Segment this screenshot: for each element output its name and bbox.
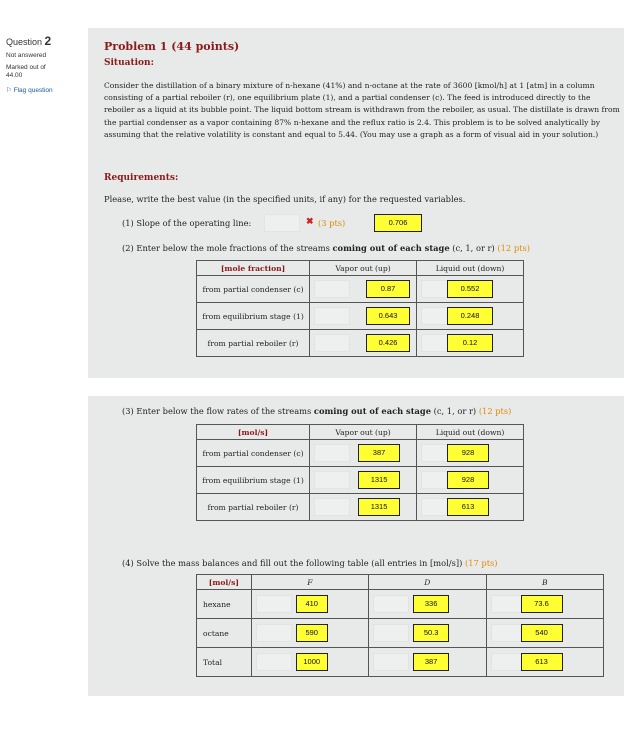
q2-liquid-cell bbox=[417, 276, 524, 303]
q2-label bbox=[122, 243, 530, 253]
answer-value: 0.12 bbox=[447, 334, 493, 352]
row-label: hexane bbox=[197, 590, 252, 619]
answer-value: 613 bbox=[447, 498, 489, 516]
q4-d-cell bbox=[369, 590, 486, 619]
q2-liquid-cell bbox=[417, 303, 524, 330]
q3-header-unit: [mol/s] bbox=[197, 425, 310, 440]
situation-heading: Situation: bbox=[104, 58, 154, 68]
row-label: from partial condenser (c) bbox=[197, 276, 310, 303]
table-row bbox=[197, 467, 524, 494]
question-number-value: 2 bbox=[44, 34, 52, 48]
q2-header-liquid: Liquid out (down) bbox=[417, 261, 524, 276]
situation-text: Consider the distillation of a binary mixture of n-hexane (41%) and n-octane at the rate of 3600 [kmol/h] at 1 [atm] in a column consisting of a partial reboiler (r), one equilibrium plate (1), and a partial condenser (c). The feed is introduced directly to the reboiler as a liquid at its bubble point. The liquid bottom stream is withdrawn from the reboiler, as usual. The distillate is drawn from the partial condenser as a vapor containing 87% n-hexane and the reflux ratio is 2.4. This problem is to be solved analytically by assuming that the relative volatility is constant and equal to 5.44. (You may use a graph as a form of visual aid in your solution.) bbox=[104, 81, 620, 139]
answer-input[interactable] bbox=[314, 444, 350, 462]
question-number bbox=[6, 34, 90, 48]
answer-value: 928 bbox=[447, 444, 489, 462]
answer-input[interactable] bbox=[256, 595, 292, 613]
q3-vapor-cell bbox=[310, 494, 417, 521]
q4-header-d: D bbox=[369, 575, 486, 590]
answer-value: 1315 bbox=[358, 498, 400, 516]
marked-value: 44.00 bbox=[6, 72, 23, 79]
q4-table bbox=[196, 574, 604, 677]
flag-question-link[interactable] bbox=[6, 86, 90, 94]
answer-value: 1315 bbox=[358, 471, 400, 489]
q4-f-cell bbox=[251, 648, 368, 677]
row-label: from equilibrium stage (1) bbox=[197, 303, 310, 330]
table-row bbox=[197, 619, 604, 648]
marked-label: Marked out of bbox=[6, 64, 46, 71]
q2-points: (12 pts) bbox=[497, 243, 530, 253]
q2-vapor-cell bbox=[310, 303, 417, 330]
q4-d-cell bbox=[369, 648, 486, 677]
flag-icon: ⚐ bbox=[6, 87, 12, 94]
q3-label-post: (c, 1, or r) bbox=[431, 406, 477, 416]
answer-value: 0.552 bbox=[447, 280, 493, 298]
answer-value: 0.248 bbox=[447, 307, 493, 325]
answer-input[interactable] bbox=[314, 471, 350, 489]
q4-b-cell bbox=[486, 648, 603, 677]
flag-question-label: Flag question bbox=[13, 87, 53, 94]
row-label: octane bbox=[197, 619, 252, 648]
answer-value: 540 bbox=[521, 624, 563, 642]
table-row bbox=[197, 590, 604, 619]
q4-points: (17 pts) bbox=[464, 558, 498, 568]
row-label: Total bbox=[197, 648, 252, 677]
instruction-text: Please, write the best value (in the specified units, if any) for the requested variables. bbox=[104, 194, 466, 204]
answer-input[interactable] bbox=[314, 498, 350, 516]
table-row bbox=[197, 648, 604, 677]
q4-f-cell bbox=[251, 590, 368, 619]
answer-value: 0.87 bbox=[366, 280, 410, 298]
q2-vapor-cell bbox=[310, 330, 417, 357]
row-label: from partial reboiler (r) bbox=[197, 330, 310, 357]
q4-header-f: F bbox=[251, 575, 368, 590]
answer-input[interactable] bbox=[256, 624, 292, 642]
question-label: Question bbox=[6, 37, 43, 47]
answer-input[interactable] bbox=[373, 653, 409, 671]
row-label: from partial condenser (c) bbox=[197, 440, 310, 467]
question-info bbox=[6, 34, 90, 94]
answer-input[interactable] bbox=[373, 624, 409, 642]
q1-input[interactable] bbox=[264, 214, 300, 232]
q4-f-cell bbox=[251, 619, 368, 648]
answer-input[interactable] bbox=[373, 595, 409, 613]
answer-value: 1000 bbox=[296, 653, 328, 671]
table-row bbox=[197, 330, 524, 357]
answer-value: 928 bbox=[447, 471, 489, 489]
q4-d-cell bbox=[369, 619, 486, 648]
q2-table bbox=[196, 260, 524, 357]
q3-liquid-cell bbox=[417, 440, 524, 467]
answer-value: 613 bbox=[521, 653, 563, 671]
question-status: Not answered bbox=[6, 52, 47, 59]
q4-header-b: B bbox=[486, 575, 603, 590]
q2-vapor-cell bbox=[310, 276, 417, 303]
q3-label-pre: (3) Enter below the flow rates of the streams bbox=[122, 406, 314, 416]
q3-liquid-cell bbox=[417, 467, 524, 494]
question-panel-top bbox=[88, 28, 624, 378]
q2-label-bold: coming out of each stage bbox=[332, 243, 450, 253]
answer-input[interactable] bbox=[314, 307, 350, 325]
q4-b-cell bbox=[486, 619, 603, 648]
problem-title: Problem 1 (44 points) bbox=[104, 40, 240, 53]
table-row bbox=[197, 303, 524, 330]
q3-label-bold: coming out of each stage bbox=[313, 406, 432, 416]
q4-label bbox=[122, 558, 498, 568]
answer-input[interactable] bbox=[314, 334, 350, 352]
incorrect-icon: ✖ bbox=[306, 217, 314, 227]
q4-label-text: (4) Solve the mass balances and fill out the following table (all entries in [mol/s]) bbox=[122, 558, 463, 568]
answer-value: 387 bbox=[358, 444, 400, 462]
q3-liquid-cell bbox=[417, 494, 524, 521]
q2-label-post: (c, 1, or r) bbox=[449, 243, 495, 253]
q1-answer: 0.706 bbox=[374, 214, 422, 232]
answer-value: 336 bbox=[413, 595, 449, 613]
q3-vapor-cell bbox=[310, 440, 417, 467]
answer-value: 0.426 bbox=[366, 334, 410, 352]
row-label: from partial reboiler (r) bbox=[197, 494, 310, 521]
q3-points: (12 pts) bbox=[478, 406, 512, 416]
q3-header-liquid: Liquid out (down) bbox=[417, 425, 524, 440]
q3-vapor-cell bbox=[310, 467, 417, 494]
answer-value: 410 bbox=[296, 595, 328, 613]
q4-b-cell bbox=[486, 590, 603, 619]
q1-label: (1) Slope of the operating line: bbox=[122, 218, 252, 228]
answer-value: 590 bbox=[296, 624, 328, 642]
answer-value: 73.6 bbox=[521, 595, 563, 613]
answer-value: 0.643 bbox=[366, 307, 410, 325]
table-row bbox=[197, 440, 524, 467]
q2-label-pre: (2) Enter below the mole fractions of the streams bbox=[122, 243, 333, 253]
q2-header-vapor: Vapor out (up) bbox=[310, 261, 417, 276]
question-panel-bottom bbox=[88, 396, 624, 696]
q1-points: (3 pts) bbox=[318, 218, 346, 228]
q3-table bbox=[196, 424, 524, 521]
q3-label bbox=[122, 406, 511, 416]
q3-header-vapor: Vapor out (up) bbox=[310, 425, 417, 440]
answer-value: 50.3 bbox=[413, 624, 449, 642]
q2-header-unit: [mole fraction] bbox=[197, 261, 310, 276]
q2-liquid-cell bbox=[417, 330, 524, 357]
answer-input[interactable] bbox=[314, 280, 350, 298]
table-row bbox=[197, 276, 524, 303]
table-row bbox=[197, 494, 524, 521]
row-label: from equilibrium stage (1) bbox=[197, 467, 310, 494]
answer-input[interactable] bbox=[256, 653, 292, 671]
requirements-heading: Requirements: bbox=[104, 173, 179, 183]
q4-header-unit: [mol/s] bbox=[197, 575, 252, 590]
answer-value: 387 bbox=[413, 653, 449, 671]
